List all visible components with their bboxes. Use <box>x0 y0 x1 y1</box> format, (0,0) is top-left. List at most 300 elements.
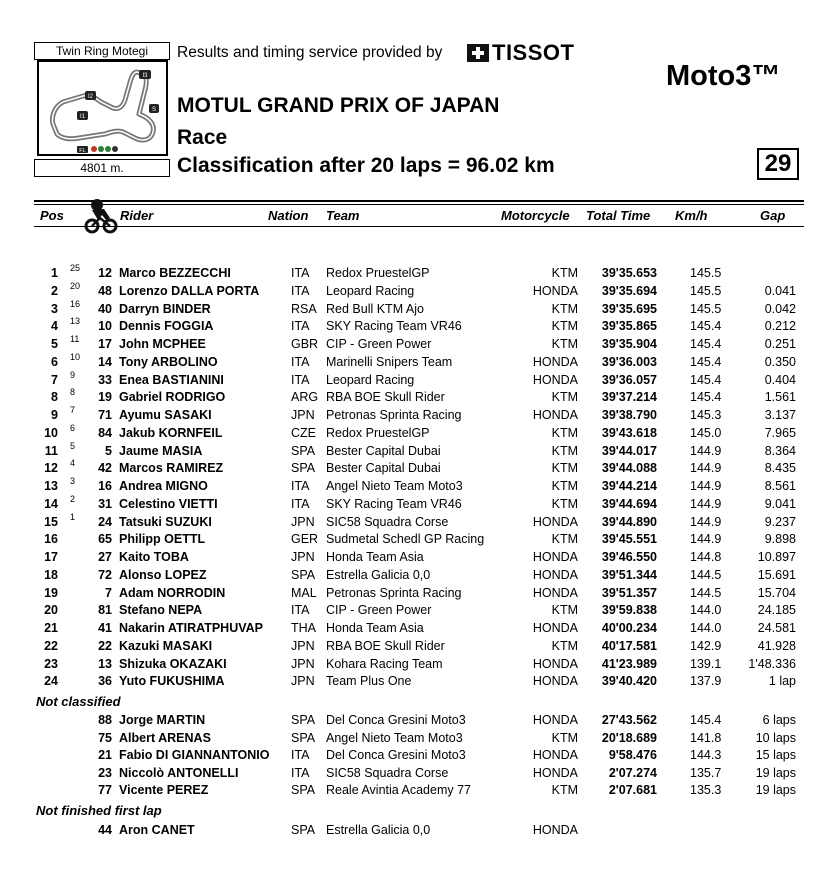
cell-time: 39'38.790 <box>601 408 657 422</box>
cell-kmh: 144.0 <box>690 603 722 617</box>
cell-rider: Dennis FOGGIA <box>119 319 214 333</box>
cell-time: 39'37.214 <box>601 390 657 404</box>
cell-kmh: 144.9 <box>690 515 722 529</box>
cell-num: 27 <box>98 550 112 564</box>
circuit-length: 4801 m. <box>34 159 170 177</box>
cell-gap: 7.965 <box>764 426 796 440</box>
cell-moto: HONDA <box>532 823 578 837</box>
cell-moto: HONDA <box>532 550 578 564</box>
cell-nation: ARG <box>291 390 319 404</box>
cell-kmh: 142.9 <box>690 639 722 653</box>
cell-time: 39'36.003 <box>601 355 657 369</box>
cell-rider: Darryn BINDER <box>119 302 211 316</box>
page-number: 29 <box>757 148 799 180</box>
cell-rider: John MCPHEE <box>119 337 206 351</box>
cell-moto: KTM <box>551 532 578 546</box>
cell-team: Leopard Racing <box>326 373 415 387</box>
cell-rider: Kaito TOBA <box>119 550 189 564</box>
table-row <box>0 821 838 839</box>
cell-rider: Tatsuki SUZUKI <box>119 515 212 529</box>
table-row <box>0 300 838 318</box>
cell-gap: 41.928 <box>757 639 796 653</box>
cell-team: Red Bull KTM Ajo <box>326 302 424 316</box>
cell-nation: JPN <box>291 515 315 529</box>
cell-pts: 8 <box>70 387 76 397</box>
cell-gap: 15.704 <box>757 586 796 600</box>
table-row <box>0 601 838 619</box>
table-row <box>0 746 838 764</box>
cell-rider: Shizuka OKAZAKI <box>119 657 227 671</box>
cell-nation: SPA <box>291 568 316 582</box>
cell-num: 22 <box>98 639 112 653</box>
cell-num: 65 <box>98 532 112 546</box>
cell-gap: 0.251 <box>764 337 796 351</box>
cell-team: Bester Capital Dubai <box>326 461 441 475</box>
table-row <box>0 371 838 389</box>
cell-kmh: 144.9 <box>690 479 722 493</box>
cell-team: Sudmetal Schedl GP Racing <box>326 532 485 546</box>
cell-moto: HONDA <box>532 355 578 369</box>
cell-gap: 8.435 <box>764 461 796 475</box>
cell-time: 39'44.017 <box>601 444 657 458</box>
cell-rider: Albert ARENAS <box>119 731 211 745</box>
cell-pos: 6 <box>51 355 58 369</box>
cell-pos: 14 <box>44 497 58 511</box>
cell-kmh: 145.0 <box>690 426 722 440</box>
cell-pts: 16 <box>70 299 81 309</box>
cell-pos: 3 <box>51 302 58 316</box>
cell-nation: SPA <box>291 444 316 458</box>
table-row <box>0 459 838 477</box>
cell-pos: 15 <box>44 515 58 529</box>
cell-team: Angel Nieto Team Moto3 <box>326 479 463 493</box>
cell-moto: KTM <box>551 426 578 440</box>
cell-rider: Niccolò ANTONELLI <box>119 766 239 780</box>
table-row <box>0 477 838 495</box>
cell-num: 16 <box>98 479 112 493</box>
cell-nation: SPA <box>291 461 316 475</box>
cell-num: 7 <box>105 586 112 600</box>
cell-nation: ITA <box>291 603 310 617</box>
circuit-map <box>37 60 168 156</box>
cell-gap: 24.581 <box>757 621 796 635</box>
cell-rider: Tony ARBOLINO <box>119 355 218 369</box>
map-label-fl: FL <box>79 148 86 154</box>
table-row <box>0 388 838 406</box>
map-label-i1: I1 <box>79 114 86 120</box>
cell-num: 12 <box>98 266 112 280</box>
cell-gap: 0.212 <box>764 319 796 333</box>
cell-moto: KTM <box>551 783 578 797</box>
cell-team: SIC58 Squadra Corse <box>326 766 449 780</box>
table-row <box>0 711 838 729</box>
cell-time: 39'35.865 <box>601 319 657 333</box>
cell-kmh: 144.9 <box>690 497 722 511</box>
cell-pos: 22 <box>44 639 58 653</box>
cell-moto: KTM <box>551 337 578 351</box>
cell-num: 33 <box>98 373 112 387</box>
cell-kmh: 145.4 <box>690 713 722 727</box>
cell-pts: 5 <box>70 441 76 451</box>
cell-moto: HONDA <box>532 621 578 635</box>
cell-time: 2'07.274 <box>608 766 657 780</box>
cell-kmh: 144.8 <box>690 550 722 564</box>
provider-text: Results and timing service provided by <box>177 44 443 61</box>
cell-rider: Yuto FUKUSHIMA <box>119 674 225 688</box>
cell-rider: Gabriel RODRIGO <box>119 390 226 404</box>
cell-team: Del Conca Gresini Moto3 <box>326 748 466 762</box>
table-row <box>0 530 838 548</box>
cell-pos: 8 <box>51 390 58 404</box>
cell-pts: 4 <box>70 458 76 468</box>
cell-gap: 1 lap <box>768 674 796 688</box>
header-pos: Pos <box>40 208 64 223</box>
cell-pos: 12 <box>44 461 58 475</box>
cell-gap: 8.364 <box>764 444 796 458</box>
cell-num: 17 <box>98 337 112 351</box>
cell-moto: KTM <box>551 461 578 475</box>
cell-time: 39'35.904 <box>601 337 657 351</box>
cell-gap: 8.561 <box>764 479 796 493</box>
cell-time: 39'44.088 <box>601 461 657 475</box>
cell-pos: 18 <box>44 568 58 582</box>
cell-time: 39'36.057 <box>601 373 657 387</box>
cell-pts: 2 <box>70 494 76 504</box>
cell-nation: JPN <box>291 657 315 671</box>
cell-gap: 3.137 <box>764 408 796 422</box>
cell-team: Leopard Racing <box>326 284 415 298</box>
cell-moto: KTM <box>551 302 578 316</box>
cell-num: 41 <box>98 621 112 635</box>
cell-moto: KTM <box>551 479 578 493</box>
cell-gap: 24.185 <box>757 603 796 617</box>
cell-team: Redox PruestelGP <box>326 266 430 280</box>
cell-team: RBA BOE Skull Rider <box>326 639 445 653</box>
cell-nation: JPN <box>291 408 315 422</box>
cell-kmh: 144.9 <box>690 532 722 546</box>
cell-nation: SPA <box>291 823 316 837</box>
cell-time: 39'51.344 <box>601 568 657 582</box>
cell-rider: Aron CANET <box>119 823 195 837</box>
cell-nation: SPA <box>291 783 316 797</box>
event-title: MOTUL GRAND PRIX OF JAPAN <box>177 94 500 117</box>
cell-pos: 2 <box>51 284 58 298</box>
motorcycle-rider-icon <box>84 196 118 234</box>
header-nation: Nation <box>268 208 309 223</box>
table-row <box>0 264 838 282</box>
cell-num: 21 <box>98 748 112 762</box>
cell-pos: 21 <box>44 621 58 635</box>
cell-moto: HONDA <box>532 586 578 600</box>
cell-time: 39'44.214 <box>601 479 657 493</box>
cell-moto: HONDA <box>532 657 578 671</box>
cell-team: Angel Nieto Team Moto3 <box>326 731 463 745</box>
cell-nation: JPN <box>291 674 315 688</box>
table-row <box>0 282 838 300</box>
cell-rider: Ayumu SASAKI <box>119 408 212 422</box>
table-row <box>0 513 838 531</box>
cell-moto: HONDA <box>532 713 578 727</box>
classification-title: Classification after 20 laps = 96.02 km <box>177 154 555 177</box>
cell-num: 5 <box>105 444 112 458</box>
table-row <box>0 353 838 371</box>
cell-rider: Jakub KORNFEIL <box>119 426 223 440</box>
cell-pos: 23 <box>44 657 58 671</box>
cell-rider: Marco BEZZECCHI <box>119 266 231 280</box>
header-total-time: Total Time <box>586 208 651 223</box>
cell-nation: ITA <box>291 497 310 511</box>
cell-nation: ITA <box>291 766 310 780</box>
cell-pos: 9 <box>51 408 58 422</box>
cell-time: 9'58.476 <box>608 748 657 762</box>
cell-gap: 15 laps <box>755 748 796 762</box>
cell-team: Estrella Galicia 0,0 <box>326 568 431 582</box>
cell-kmh: 144.0 <box>690 621 722 635</box>
table-row <box>0 655 838 673</box>
cell-team: Honda Team Asia <box>326 550 424 564</box>
cell-gap: 9.237 <box>764 515 796 529</box>
cell-num: 48 <box>98 284 112 298</box>
cell-kmh: 135.3 <box>690 783 722 797</box>
header-rule-bottom <box>34 226 804 227</box>
cell-kmh: 145.5 <box>690 284 722 298</box>
cell-pos: 13 <box>44 479 58 493</box>
cell-num: 44 <box>98 823 112 837</box>
header-rider: Rider <box>120 208 154 223</box>
cell-rider: Philipp OETTL <box>119 532 206 546</box>
not-classified-label: Not classified <box>36 694 121 709</box>
header-rule-top <box>34 200 804 202</box>
cell-time: 27'43.562 <box>601 713 657 727</box>
cell-num: 23 <box>98 766 112 780</box>
cell-num: 72 <box>98 568 112 582</box>
cell-num: 42 <box>98 461 112 475</box>
table-row <box>0 619 838 637</box>
cell-rider: Jorge MARTIN <box>119 713 206 727</box>
cell-pts: 1 <box>70 512 76 522</box>
cell-gap: 9.041 <box>764 497 796 511</box>
cell-rider: Jaume MASIA <box>119 444 203 458</box>
cell-moto: HONDA <box>532 515 578 529</box>
cell-kmh: 144.5 <box>690 568 722 582</box>
cell-pts: 25 <box>70 263 81 273</box>
cell-kmh: 145.4 <box>690 355 722 369</box>
cell-kmh: 137.9 <box>690 674 722 688</box>
cell-moto: KTM <box>551 390 578 404</box>
cell-rider: Alonso LOPEZ <box>119 568 207 582</box>
cell-pts: 11 <box>70 334 80 344</box>
cell-team: CIP - Green Power <box>326 337 432 351</box>
cell-kmh: 145.4 <box>690 373 722 387</box>
cell-kmh: 144.9 <box>690 461 722 475</box>
cell-rider: Adam NORRODIN <box>119 586 226 600</box>
cell-pos: 10 <box>44 426 58 440</box>
cell-nation: THA <box>291 621 316 635</box>
cell-time: 2'07.681 <box>608 783 657 797</box>
cell-moto: KTM <box>551 639 578 653</box>
cell-moto: KTM <box>551 603 578 617</box>
cell-pts: 20 <box>70 281 81 291</box>
table-row <box>0 317 838 335</box>
cell-gap: 0.041 <box>764 284 796 298</box>
header-kmh: Km/h <box>675 208 708 223</box>
cell-pts: 9 <box>70 370 76 380</box>
cell-nation: SPA <box>291 731 316 745</box>
table-row <box>0 335 838 353</box>
cell-pos: 1 <box>51 266 58 280</box>
cell-team: Kohara Racing Team <box>326 657 443 671</box>
cell-pos: 17 <box>44 550 58 564</box>
cell-num: 13 <box>98 657 112 671</box>
cell-team: Petronas Sprinta Racing <box>326 408 462 422</box>
cell-nation: ITA <box>291 284 310 298</box>
map-label-i3: I3 <box>142 73 148 79</box>
cell-time: 20'18.689 <box>601 731 657 745</box>
class-title: Moto3™ <box>666 60 781 92</box>
cell-pos: 19 <box>44 586 58 600</box>
cell-moto: KTM <box>551 319 578 333</box>
table-row <box>0 729 838 747</box>
cell-num: 10 <box>98 319 112 333</box>
cell-gap: 15.691 <box>757 568 796 582</box>
cell-num: 88 <box>98 713 112 727</box>
cell-num: 71 <box>98 408 112 422</box>
brand-name: TISSOT <box>492 40 575 65</box>
cell-time: 39'44.890 <box>601 515 657 529</box>
cell-kmh: 141.8 <box>690 731 722 745</box>
cell-team: SKY Racing Team VR46 <box>326 497 462 511</box>
cell-rider: Enea BASTIANINI <box>119 373 224 387</box>
cell-rider: Fabio DI GIANNANTONIO <box>119 748 270 762</box>
cell-nation: SPA <box>291 713 316 727</box>
cell-rider: Vicente PEREZ <box>119 783 209 797</box>
circuit-name: Twin Ring Motegi <box>34 42 170 60</box>
cell-pts: 7 <box>70 405 76 415</box>
cell-rider: Kazuki MASAKI <box>119 639 213 653</box>
cell-pts: 6 <box>70 423 76 433</box>
table-row <box>0 781 838 799</box>
cell-num: 75 <box>98 731 112 745</box>
cell-kmh: 145.3 <box>690 408 722 422</box>
cell-pos: 7 <box>51 373 58 387</box>
header-motorcycle: Motorcycle <box>501 208 570 223</box>
cell-time: 39'44.694 <box>601 497 657 511</box>
map-label-s: S <box>151 107 157 113</box>
cell-nation: ITA <box>291 266 310 280</box>
cell-nation: GER <box>291 532 319 546</box>
session-name: Race <box>177 126 228 149</box>
cell-num: 40 <box>98 302 112 316</box>
cell-kmh: 145.4 <box>690 319 722 333</box>
cell-nation: CZE <box>291 426 316 440</box>
cell-time: 39'43.618 <box>601 426 657 440</box>
cell-team: Estrella Galicia 0,0 <box>326 823 431 837</box>
cell-nation: MAL <box>291 586 317 600</box>
cell-rider: Celestino VIETTI <box>119 497 218 511</box>
cell-pos: 24 <box>44 674 58 688</box>
cell-num: 84 <box>98 426 112 440</box>
cell-gap: 19 laps <box>755 766 796 780</box>
cell-moto: KTM <box>551 444 578 458</box>
cell-num: 31 <box>98 497 112 511</box>
cell-rider: Marcos RAMIREZ <box>119 461 224 475</box>
cell-gap: 10.897 <box>757 550 796 564</box>
cell-nation: ITA <box>291 479 310 493</box>
table-row <box>0 548 838 566</box>
cell-moto: HONDA <box>532 568 578 582</box>
swiss-cross-icon <box>467 44 489 62</box>
track-outline-icon <box>39 62 166 154</box>
table-row <box>0 442 838 460</box>
cell-rider: Andrea MIGNO <box>119 479 208 493</box>
cell-time: 39'35.694 <box>601 284 657 298</box>
cell-moto: KTM <box>551 731 578 745</box>
cell-num: 19 <box>98 390 112 404</box>
cell-num: 14 <box>98 355 112 369</box>
cell-pts: 13 <box>70 316 81 326</box>
cell-time: 39'59.838 <box>601 603 657 617</box>
table-row <box>0 495 838 513</box>
cell-kmh: 145.5 <box>690 266 722 280</box>
table-row <box>0 637 838 655</box>
cell-nation: JPN <box>291 550 315 564</box>
table-row <box>0 584 838 602</box>
cell-kmh: 144.9 <box>690 444 722 458</box>
cell-gap: 9.898 <box>764 532 796 546</box>
not-finished-label: Not finished first lap <box>36 803 162 818</box>
cell-gap: 19 laps <box>755 783 796 797</box>
cell-nation: ITA <box>291 748 310 762</box>
cell-team: Del Conca Gresini Moto3 <box>326 713 466 727</box>
cell-time: 40'00.234 <box>601 621 657 635</box>
cell-gap: 0.350 <box>764 355 796 369</box>
cell-moto: HONDA <box>532 408 578 422</box>
cell-nation: ITA <box>291 373 310 387</box>
cell-moto: HONDA <box>532 284 578 298</box>
cell-team: Team Plus One <box>326 674 412 688</box>
cell-rider: Nakarin ATIRATPHUVAP <box>119 621 264 635</box>
cell-pts: 10 <box>70 352 81 362</box>
cell-nation: ITA <box>291 319 310 333</box>
cell-num: 77 <box>98 783 112 797</box>
table-row <box>0 566 838 584</box>
cell-num: 81 <box>98 603 112 617</box>
cell-team: Bester Capital Dubai <box>326 444 441 458</box>
cell-gap: 0.042 <box>764 302 796 316</box>
cell-time: 39'35.653 <box>601 266 657 280</box>
cell-pos: 11 <box>44 444 58 458</box>
cell-num: 24 <box>98 515 112 529</box>
cell-team: Petronas Sprinta Racing <box>326 586 462 600</box>
header-team: Team <box>326 208 360 223</box>
cell-moto: HONDA <box>532 373 578 387</box>
cell-team: CIP - Green Power <box>326 603 432 617</box>
cell-time: 40'17.581 <box>601 639 657 653</box>
cell-kmh: 145.4 <box>690 337 722 351</box>
cell-kmh: 145.5 <box>690 302 722 316</box>
header-rule-top-thin <box>34 204 804 205</box>
cell-moto: KTM <box>551 497 578 511</box>
cell-moto: HONDA <box>532 748 578 762</box>
table-row <box>0 764 838 782</box>
cell-time: 39'46.550 <box>601 550 657 564</box>
cell-gap: 10 laps <box>755 731 796 745</box>
cell-kmh: 135.7 <box>690 766 722 780</box>
cell-pts: 3 <box>70 476 76 486</box>
cell-team: Reale Avintia Academy 77 <box>326 783 472 797</box>
cell-time: 41'23.989 <box>601 657 657 671</box>
cell-team: Honda Team Asia <box>326 621 424 635</box>
